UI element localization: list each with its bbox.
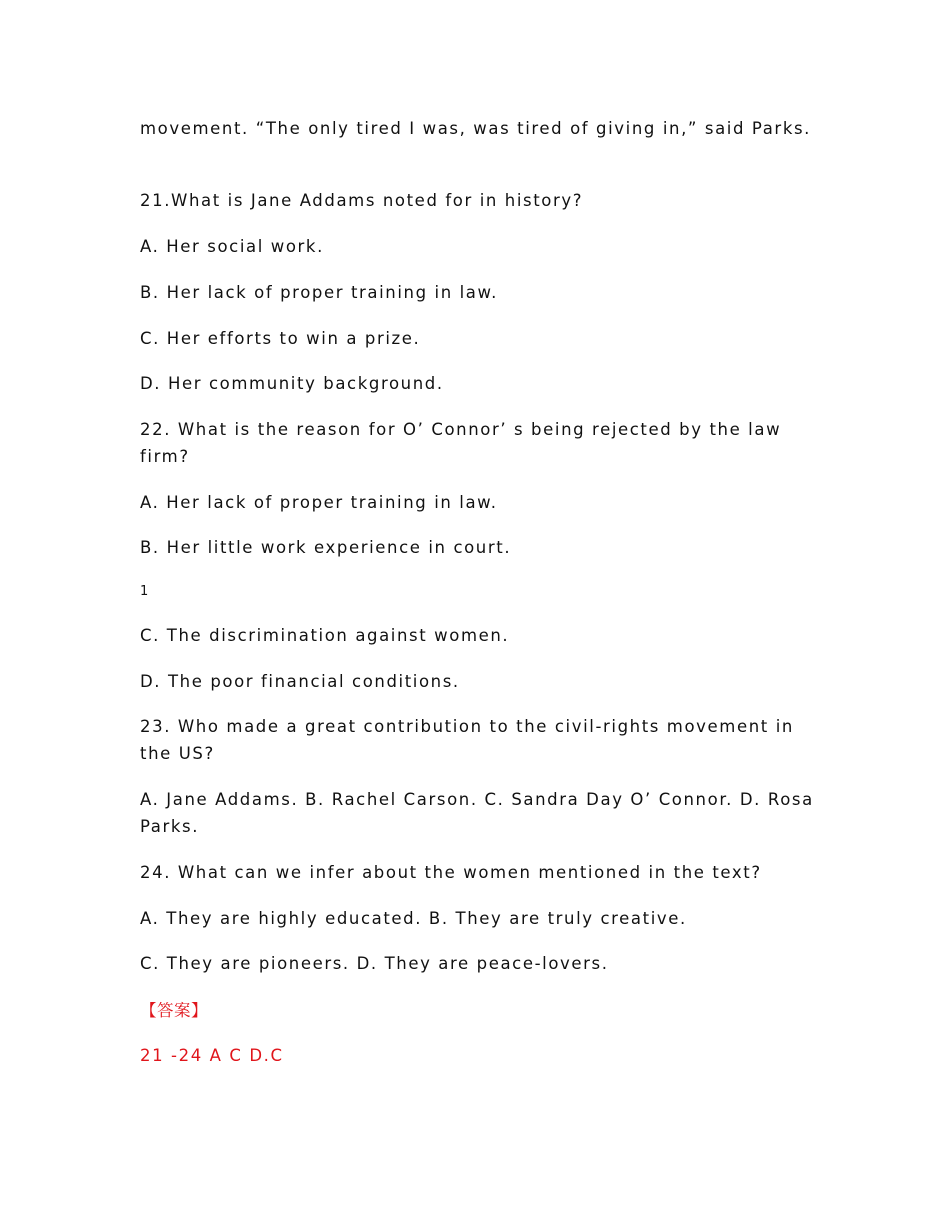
q21-option-c: C. Her efforts to win a prize. xyxy=(140,329,421,348)
answer-heading: 【答案】 xyxy=(140,1001,208,1020)
answer-key: 21 -24 A C D.C xyxy=(140,1046,284,1065)
q21-option-d: D. Her community background. xyxy=(140,374,444,393)
q22-option-c: C. The discrimination against women. xyxy=(140,626,510,645)
page-number: 1 xyxy=(140,584,149,599)
q22-option-a: A. Her lack of proper training in law. xyxy=(140,493,498,512)
intro-paragraph: movement. “The only tired I was, was tired of giving in,” said Parks. xyxy=(140,119,812,138)
question-23: 23. Who made a great contribution to the civil-rights movement in the US? xyxy=(140,717,794,763)
question-21: 21.What is Jane Addams noted for in history? xyxy=(140,191,584,210)
q24-options-ab: A. They are highly educated. B. They are truly creative. xyxy=(140,909,687,928)
q23-options: A. Jane Addams. B. Rachel Carson. C. Sandra Day O’ Connor. D. Rosa Parks. xyxy=(140,790,814,836)
q21-option-a: A. Her social work. xyxy=(140,237,324,256)
q22-option-b: B. Her little work experience in court. xyxy=(140,538,512,557)
question-24: 24. What can we infer about the women mentioned in the text? xyxy=(140,863,762,882)
q24-options-cd: C. They are pioneers. D. They are peace-lovers. xyxy=(140,954,609,973)
question-22: 22. What is the reason for O’ Connor’ s being rejected by the law firm? xyxy=(140,420,782,466)
q22-option-d: D. The poor financial conditions. xyxy=(140,672,460,691)
q21-option-b: B. Her lack of proper training in law. xyxy=(140,283,498,302)
